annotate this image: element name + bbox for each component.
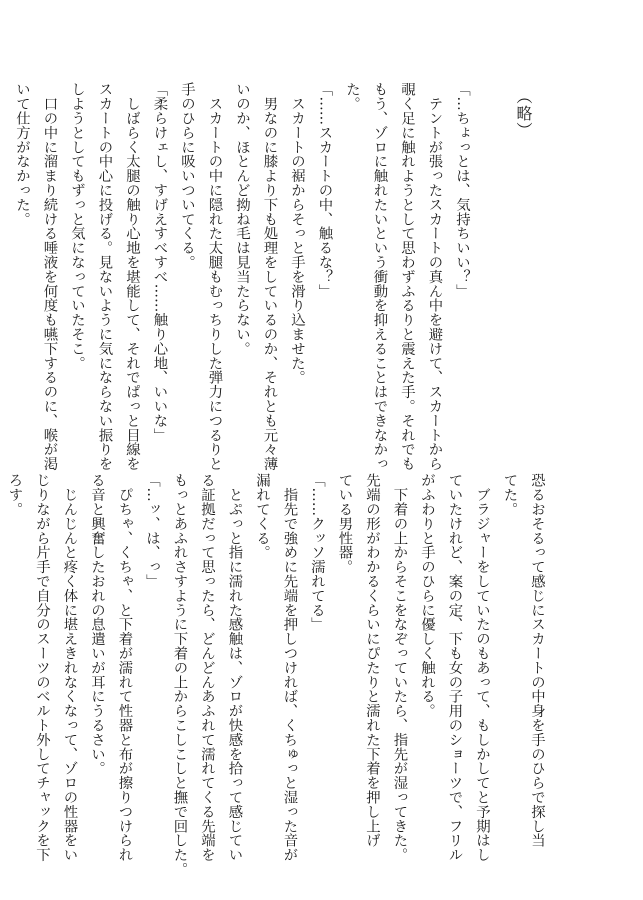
text-line: 男なのに膝より下も処理をしているのか、それとも元々薄 [261,82,278,471]
text-line: る証拠だって思ったら、どんどんあふれて濡れてくる先端を [199,473,215,862]
text-line: じんじんと疼く体に堪えきれなくなって、ゾロの性器をい [61,473,78,862]
upper-text-block [14,82,475,471]
text-line: 覗く足に触れようとして思わずふるりと震えた手。それでも [399,82,415,471]
text-line: ブラジャーをしていたのもあって、もしかしてと予期はし [474,473,490,862]
text-line: ぴちゃ、くちゃ、と下着が濡れて性器と布が擦りつけられ [116,473,133,862]
text-line: しばらく太腿の触り心地を堪能して、それでぱっと目線を [124,82,140,471]
section-heading: （略） [514,88,533,139]
text-line: 先端の形がわかるくらいにぴたりと濡れた下着を押し上げ [364,473,380,848]
text-line: しようとしてもずっと気になっていたそこ。 [69,82,85,370]
text-line: じりながら片手で自分のスーツのベルト外してチャックを下 [34,473,50,862]
text-line: いて仕方がなかった。 [14,82,30,226]
text-line: スカートの中心に投げる。見ないように気にならない振りを [96,82,113,471]
lower-text-block [6,473,550,877]
text-line: スカートの中に隠れた太腿もむっちりした弾力につるりと [206,82,223,471]
text-line: ている男性器。 [336,473,353,574]
text-line: る音と興奮したおれの息遣いが耳にうるさい。 [89,473,105,776]
text-line: テントが張ったスカートの真ん中を避けて、スカートから [426,82,443,471]
text-line: もう、ゾロに触れたいという衝動を抑えることはできなかっ [371,82,388,471]
text-line: 口の中に溜まり続ける唾液を何度も嚥下するのに、喉が渇 [41,82,58,471]
text-line: 「柔らけェし、すげえすべすべ……触り心地、いいな」 [151,82,168,442]
text-line: とぷっと指に濡れた感触は、ゾロが快感を拾って感じてい [226,473,243,862]
text-line: 「……スカートの中、触るな？」 [316,82,333,298]
text-line: た。 [344,82,360,111]
text-line: 下着の上からそこをなぞっていたら、指先が湿ってきた。 [391,473,408,862]
text-line: スカートの裾からそっと手を滑り込ませた。 [289,82,305,385]
text-line: 「…ちょっとは、気持ちいい？」 [454,82,470,298]
text-line: てた。 [501,473,518,517]
text-line: ていたけれど、案の定、下も女の子用のショーツで、フリル [446,473,463,862]
text-line: がふわりと手のひらに優しく触れる。 [419,473,435,718]
text-line: 指先で強めに先端を押しつければ、くちゅっと湿った音が [281,473,298,862]
text-line: 恐るおそるって感じにスカートの中身を手のひらで探し当 [529,473,545,848]
text-line: いのか、ほとんど拗ね毛は見当たらない。 [234,82,250,356]
text-line: 「…ッ、は、っ」 [144,473,160,589]
text-line: 漏れてくる。 [254,473,270,560]
text-line: 手のひらに吸いついてくる。 [179,82,195,270]
text-line: もっとあふれさすように下着の上からこしこしと撫で回した。 [171,473,188,877]
text-line: 「……クッソ濡れてる」 [309,473,325,632]
text-line: ろす。 [6,473,23,517]
